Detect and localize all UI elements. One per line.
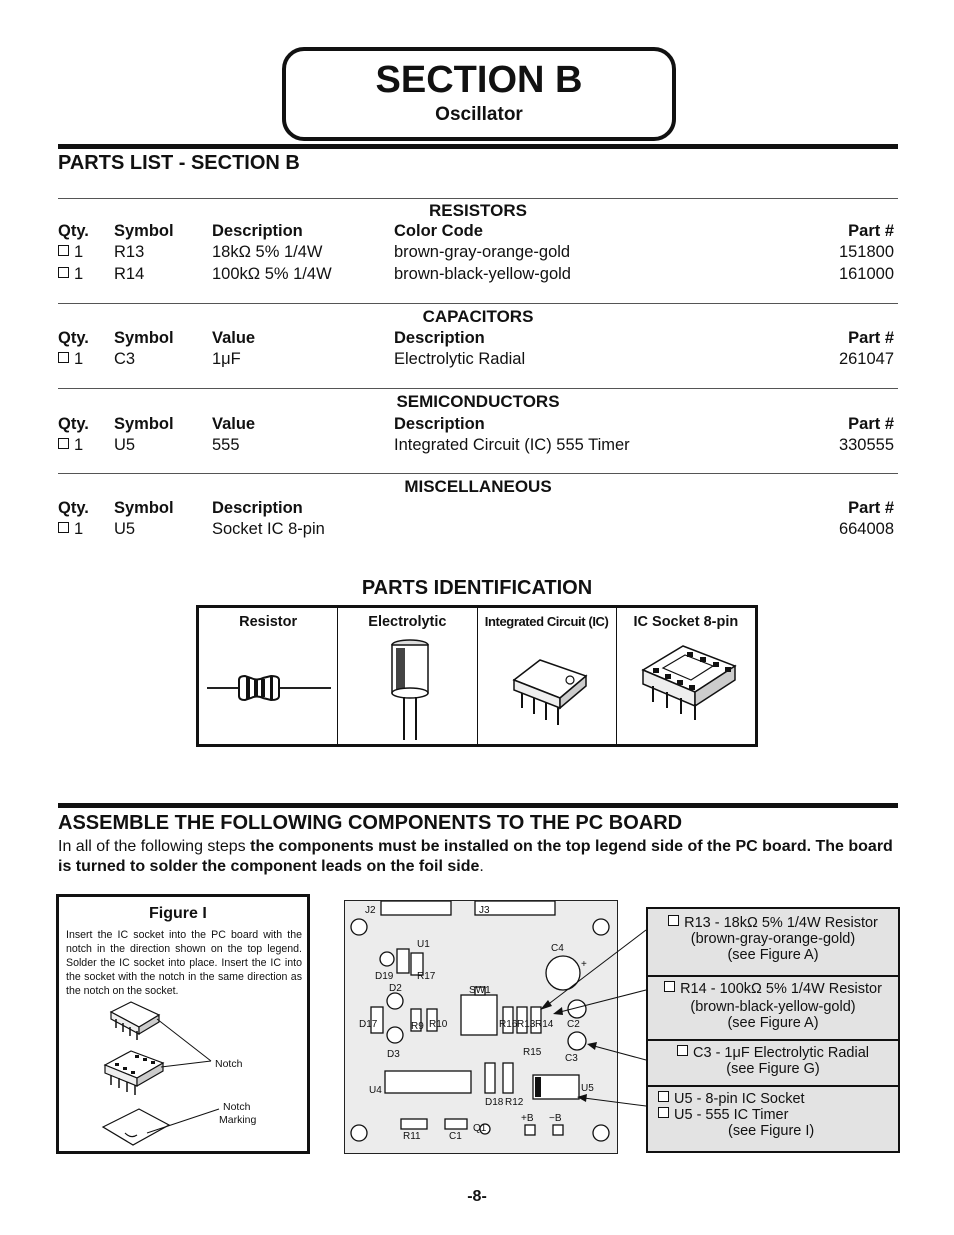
board-label: R10 — [429, 1019, 448, 1030]
checkbox[interactable] — [664, 981, 675, 992]
board-label: R12 — [505, 1097, 524, 1108]
board-label: R16 — [499, 1019, 518, 1030]
board-label: J3 — [479, 905, 490, 916]
board-label: + — [581, 959, 587, 970]
capacitors-title: CAPACITORS — [422, 307, 534, 326]
parts-list-heading: PARTS LIST - SECTION B — [58, 152, 300, 174]
board-label: C3 — [565, 1053, 578, 1064]
board-label: D18 — [485, 1097, 504, 1108]
page-number: -8- — [467, 1188, 487, 1205]
board-label: R11 — [403, 1131, 421, 1142]
board-label: U5 — [581, 1083, 594, 1094]
notch-label: Notch — [215, 1058, 243, 1070]
board-label: Q1 — [473, 1123, 487, 1134]
board-label: R17 — [417, 971, 436, 982]
notch-marking-label-2: Marking — [219, 1114, 257, 1126]
semiconductors-title: SEMICONDUCTORS — [396, 392, 560, 411]
assemble-intro: In all of the following steps the components must be installed on the top legend side of the PC board. The board is turned to solder the component leads on the foil side. — [58, 838, 893, 875]
parts-identification-heading: PARTS IDENTIFICATION — [361, 577, 593, 599]
board-label: D2 — [389, 983, 402, 994]
checkbox[interactable] — [668, 915, 679, 926]
callout-r13: R13 - 18kΩ 5% 1/4W Resistor (brown-gray-orange-gold) (see Figure A) — [646, 907, 900, 977]
table-row: 1 C3 1μF Electrolytic Radial 261047 — [58, 350, 898, 371]
table-row: 1 R14 100kΩ 5% 1/4W brown-black-yellow-gold 161000 — [58, 265, 898, 286]
resistor-cell: Resistor — [199, 608, 338, 744]
board-label: SW1 — [469, 985, 491, 996]
table-row: 1 U5 555 Integrated Circuit (IC) 555 Timer 330555 — [58, 436, 898, 457]
assemble-heading: ASSEMBLE THE FOLLOWING COMPONENTS TO THE PC BOARD — [58, 812, 683, 834]
board-label: C1 — [449, 1131, 462, 1142]
table-row: 1 U5 Socket IC 8-pin 664008 — [58, 520, 898, 541]
figure-i-text: Insert the IC socket into the PC board with the notch in the direction shown on the top legend. Solder the IC socket into place. Insert the IC into the socket with the notch in the same direction as the notch on the socket. — [66, 929, 302, 997]
callout-u5: U5 - 8-pin IC Socket U5 - 555 IC Timer (see Figure I) — [646, 1085, 900, 1153]
board-label: U1 — [417, 939, 430, 950]
board-label: C4 — [551, 943, 564, 954]
board-label: D3 — [387, 1049, 400, 1060]
board-label: D19 — [375, 971, 394, 982]
board-label: R14 — [535, 1019, 554, 1030]
integrated-circuit-cell: Integrated Circuit (IC) — [478, 608, 617, 744]
table-header: Qty. Symbol Value Description Part # — [58, 415, 894, 433]
figure-i-title: Figure I — [149, 905, 207, 922]
board-label: D17 — [359, 1019, 378, 1030]
resistors-title: RESISTORS — [429, 201, 527, 220]
table-header: Qty. Symbol Description Part # — [58, 499, 894, 517]
section-subtitle: Oscillator — [435, 104, 523, 125]
board-label: C2 — [567, 1019, 580, 1030]
board-label: R15 — [523, 1047, 542, 1058]
ic-socket-cell: IC Socket 8-pin — [617, 608, 755, 744]
table-header: Qty. Symbol Description Color Code Part # — [58, 222, 894, 240]
board-label: J2 — [365, 905, 376, 916]
board-label: +B — [521, 1113, 534, 1124]
board-label: U4 — [369, 1085, 382, 1096]
callout-r14: R14 - 100kΩ 5% 1/4W Resistor (brown-black-yellow-gold) (see Figure A) — [646, 975, 900, 1041]
table-header: Qty. Symbol Value Description Part # — [58, 329, 894, 347]
board-label: −B — [549, 1113, 562, 1124]
board-label: R13 — [517, 1019, 536, 1030]
checkbox[interactable] — [658, 1091, 669, 1102]
section-title: SECTION B — [375, 59, 583, 101]
miscellaneous-title: MISCELLANEOUS — [404, 477, 552, 496]
callout-c3: C3 - 1μF Electrolytic Radial (see Figure G) — [646, 1039, 900, 1087]
electrolytic-cell: Electrolytic — [338, 608, 477, 744]
board-label: R9 — [411, 1021, 424, 1032]
checkbox[interactable] — [677, 1045, 688, 1056]
notch-marking-label-1: Notch — [223, 1101, 251, 1113]
table-row: 1 R13 18kΩ 5% 1/4W brown-gray-orange-gold 151800 — [58, 243, 898, 264]
checkbox[interactable] — [658, 1107, 669, 1118]
